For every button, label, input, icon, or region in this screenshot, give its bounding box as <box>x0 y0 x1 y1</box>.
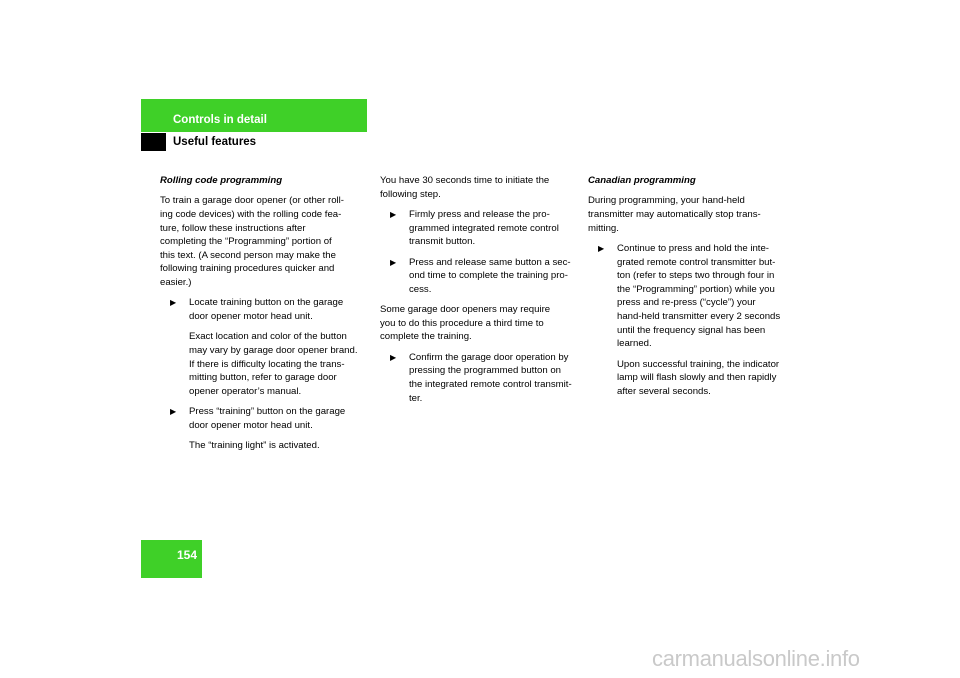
step-text: Press “training” button on the garage door opener motor head unit. <box>189 406 346 431</box>
column-2 <box>380 174 580 412</box>
bullet-arrow-icon: ▶ <box>390 209 397 219</box>
step-confirm <box>380 351 580 405</box>
step-press-training <box>160 405 370 432</box>
timing-intro: You have 30 seconds time to initiate the following step. <box>380 175 550 200</box>
step-press-again <box>380 256 580 297</box>
step-note: Upon successful training, the indicator lamp will flash slowly and then rapidly after several seconds. <box>617 358 780 397</box>
step-locate-button <box>160 296 370 323</box>
canadian-heading: Canadian programming <box>588 175 696 186</box>
rolling-code-intro: To train a garage door opener (or other roll- ing code devices) with the rolling code fea- ture, follow these instructions after completing the “Programming” portion of this text. (A second person may make the following training procedures quicker and easier.) <box>160 195 344 288</box>
subsection-title: Useful features <box>173 136 257 148</box>
step-continue-press <box>588 242 788 351</box>
bullet-arrow-icon: ▶ <box>170 298 177 308</box>
bullet-arrow-icon: ▶ <box>390 257 397 267</box>
page-number: 154 <box>176 548 197 562</box>
bullet-arrow-icon: ▶ <box>390 352 397 362</box>
canadian-intro: During programming, your hand-held transmitter may automatically stop trans- mitting. <box>588 195 761 234</box>
step-text: Continue to press and hold the inte- grated remote control transmitter but- ton (refer to steps two through four in the “Programming” portion) while you press and re-press (“cycle”) your hand-held transmitter every 2 seconds until the frequency signal has been learned. <box>617 242 781 350</box>
step-press-release <box>380 208 580 249</box>
rolling-code-heading: Rolling code programming <box>160 175 283 186</box>
page-number-box <box>141 540 202 578</box>
third-time-note: Some garage door openers may require you to do this procedure a third time to complete the training. <box>380 304 551 343</box>
watermark: carmanualsonline.info <box>652 646 860 671</box>
step-note: The “training light” is activated. <box>189 440 320 452</box>
bullet-arrow-icon: ▶ <box>170 407 177 417</box>
column-3 <box>588 174 788 405</box>
step-text: Press and release same button a sec- ond time to complete the training pro- cess. <box>409 256 571 295</box>
section-title: Controls in detail <box>173 114 267 126</box>
column-1 <box>160 174 370 459</box>
bullet-arrow-icon: ▶ <box>598 243 605 253</box>
step-note: Exact location and color of the button may vary by garage door opener brand. If there is difficulty locating the trans- mitting button, refer to garage door opener operator’s manual. <box>189 331 358 397</box>
step-text: Locate training button on the garage door opener motor head unit. <box>189 297 344 322</box>
step-text: Firmly press and release the pro- grammed integrated remote control transmit button. <box>409 208 559 248</box>
header-marker <box>141 133 166 151</box>
step-text: Confirm the garage door operation by pressing the programmed button on the integrated remote control transmit- ter. <box>409 351 572 404</box>
